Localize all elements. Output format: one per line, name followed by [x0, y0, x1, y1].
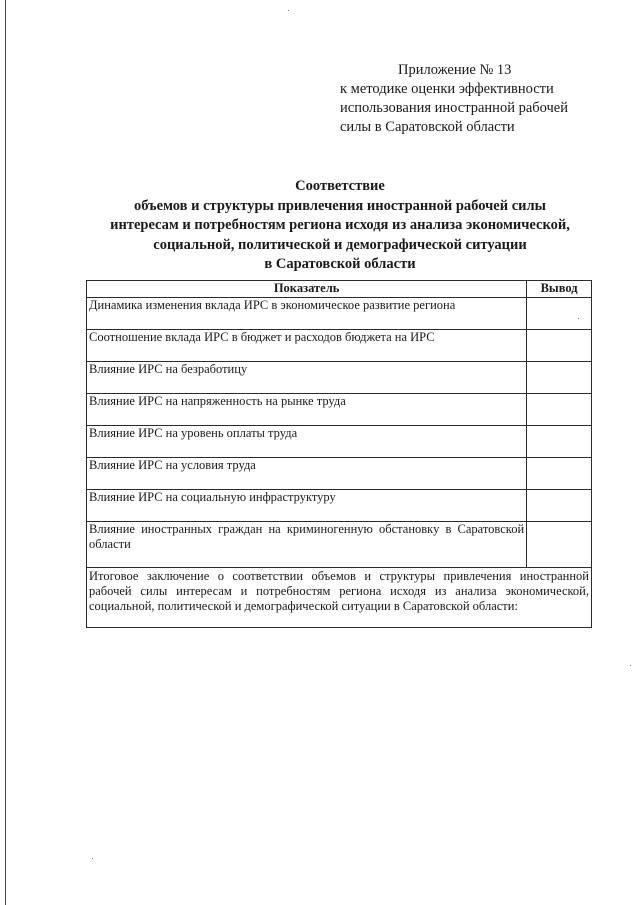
appendix-line: силы в Саратовской области	[340, 119, 515, 135]
title-line: объемов и структуры привлечения иностранной рабочей силы	[134, 197, 546, 214]
indicator-cell: Влияние ИРС на безработицу	[87, 362, 527, 394]
document-title	[60, 177, 620, 275]
output-cell[interactable]	[527, 522, 592, 568]
indicator-cell: Динамика изменения вклада ИРС в экономическое развитие региона	[87, 298, 527, 330]
output-cell[interactable]	[527, 490, 592, 522]
conclusion-cell[interactable]: Итоговое заключение о соответствии объемов и структуры привлечения иностранной рабочей силы интересам и потребностям региона исходя из анализа экономической, социальной, политической и демографической ситуации в Саратовской области:	[87, 568, 592, 628]
title-line: интересам и потребностям региона исходя из анализа экономической,	[110, 217, 570, 233]
indicator-cell: Влияние ИРС на социальную инфраструктуру	[87, 490, 527, 522]
output-cell[interactable]	[527, 426, 592, 458]
output-cell[interactable]	[527, 330, 592, 362]
output-cell[interactable]	[527, 394, 592, 426]
indicator-cell: Влияние ИРС на условия труда	[87, 458, 527, 490]
scan-speck	[630, 665, 631, 666]
table-header-row	[87, 281, 592, 298]
indicator-cell: Влияние иностранных граждан на криминогенную обстановку в Саратовской области	[87, 522, 527, 568]
table-row	[87, 298, 592, 330]
table-row	[87, 522, 592, 568]
table-row	[87, 394, 592, 426]
scan-speck	[92, 858, 93, 859]
column-header-indicator: Показатель	[87, 281, 527, 298]
table-row	[87, 426, 592, 458]
appendix-number: Приложение № 13	[398, 62, 512, 78]
table-row	[87, 458, 592, 490]
appendix-line: к методике оценки эффективности	[340, 81, 554, 97]
title-line: Соответствие	[295, 178, 385, 194]
page-border-line	[5, 0, 6, 905]
output-cell[interactable]	[527, 458, 592, 490]
scan-speck	[578, 318, 579, 319]
indicator-cell: Влияние ИРС на напряженность на рынке труда	[87, 394, 527, 426]
table-row	[87, 362, 592, 394]
appendix-header	[340, 61, 630, 137]
conclusion-row	[87, 568, 592, 628]
title-line: социальной, политической и демографической ситуации	[153, 236, 527, 253]
table-row	[87, 330, 592, 362]
scan-speck	[288, 10, 289, 11]
table-row	[87, 490, 592, 522]
assessment-table	[86, 280, 592, 628]
appendix-line: использования иностранной рабочей	[340, 100, 569, 116]
indicator-cell: Соотношение вклада ИРС в бюджет и расходов бюджета на ИРС	[87, 330, 527, 362]
output-cell[interactable]	[527, 298, 592, 330]
output-cell[interactable]	[527, 362, 592, 394]
column-header-output: Вывод	[527, 281, 592, 298]
title-line: в Саратовской области	[264, 256, 416, 272]
indicator-cell: Влияние ИРС на уровень оплаты труда	[87, 426, 527, 458]
